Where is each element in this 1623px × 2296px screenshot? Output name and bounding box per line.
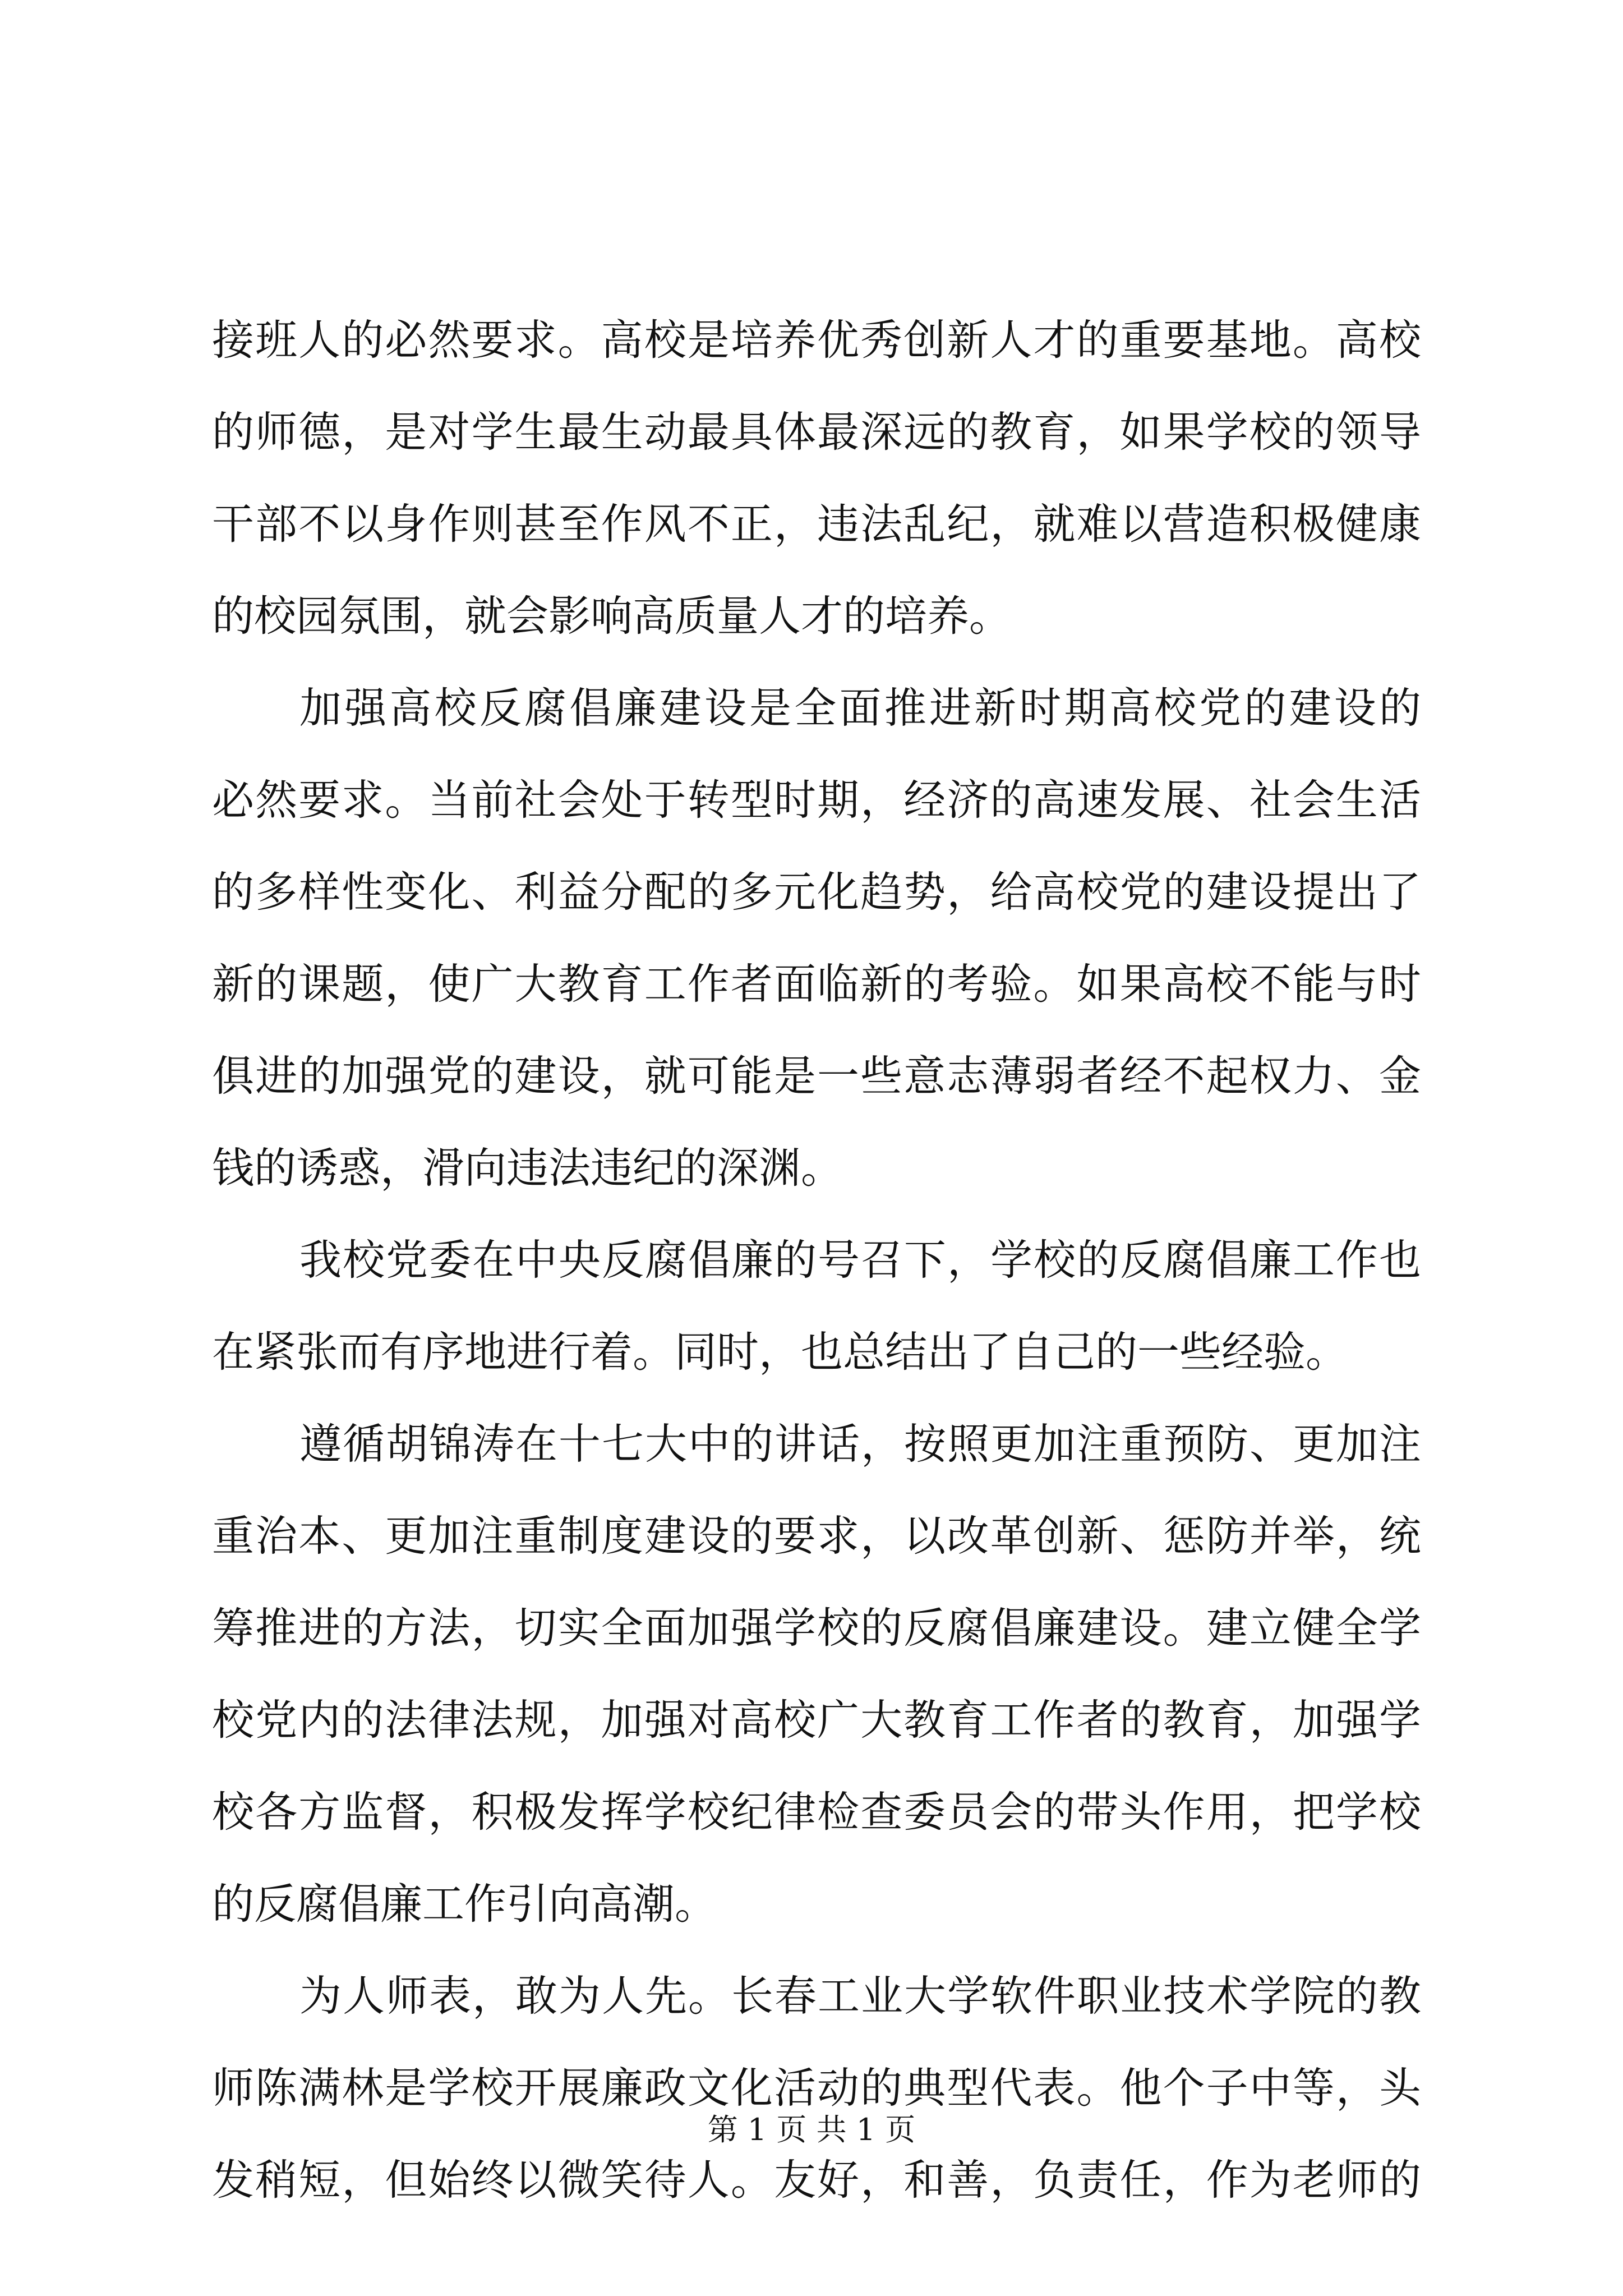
- text-line: 重治本、更加注重制度建设的要求，以改革创新、惩防并举，统: [212, 1511, 1421, 1561]
- text-line: 必然要求。当前社会处于转型时期，经济的高速发展、社会生活: [212, 775, 1421, 825]
- text-line: 筹推进的方法，切实全面加强学校的反腐倡廉建设。建立健全学: [212, 1603, 1421, 1653]
- page-footer: 第 1 页 共 1 页: [707, 2112, 916, 2147]
- body-text: [212, 294, 1421, 2226]
- text-line: 加强高校反腐倡廉建设是全面推进新时期高校党的建设的: [299, 683, 1421, 733]
- text-line: 俱进的加强党的建设，就可能是一些意志薄弱者经不起权力、金: [212, 1051, 1421, 1101]
- text-line: 新的课题，使广大教育工作者面临新的考验。如果高校不能与时: [212, 959, 1421, 1009]
- text-line: 钱的诱惑，滑向违法违纪的深渊。: [212, 1143, 843, 1193]
- text-line: 的师德，是对学生最生动最具体最深远的教育，如果学校的领导: [212, 407, 1421, 457]
- text-line: 师陈满林是学校开展廉政文化活动的典型代表。他个子中等，头: [212, 2063, 1421, 2113]
- text-line: 接班人的必然要求。高校是培养优秀创新人才的重要基地。高校: [212, 315, 1421, 365]
- text-line: 我校党委在中央反腐倡廉的号召下，学校的反腐倡廉工作也: [299, 1235, 1421, 1285]
- text-line: 校各方监督，积极发挥学校纪律检查委员会的带头作用，把学校: [212, 1787, 1421, 1837]
- text-line: 的校园氛围，就会影响高质量人才的培养。: [212, 591, 1012, 641]
- text-line: 的反腐倡廉工作引向高潮。: [212, 1879, 717, 1929]
- text-line: 的多样性变化、利益分配的多元化趋势，给高校党的建设提出了: [212, 867, 1421, 917]
- text-line: 遵循胡锦涛在十七大中的讲话，按照更加注重预防、更加注: [299, 1419, 1421, 1469]
- text-line: 为人师表，敢为人先。长春工业大学软件职业技术学院的教: [299, 1971, 1421, 2021]
- text-line: 在紧张而有序地进行着。同时，也总结出了自己的一些经验。: [212, 1327, 1348, 1377]
- text-line: 发稍短，但始终以微笑待人。友好，和善，负责任，作为老师的: [212, 2155, 1421, 2205]
- text-line: 校党内的法律法规，加强对高校广大教育工作者的教育，加强学: [212, 1695, 1421, 1745]
- text-line: 干部不以身作则甚至作风不正，违法乱纪，就难以营造积极健康: [212, 499, 1421, 549]
